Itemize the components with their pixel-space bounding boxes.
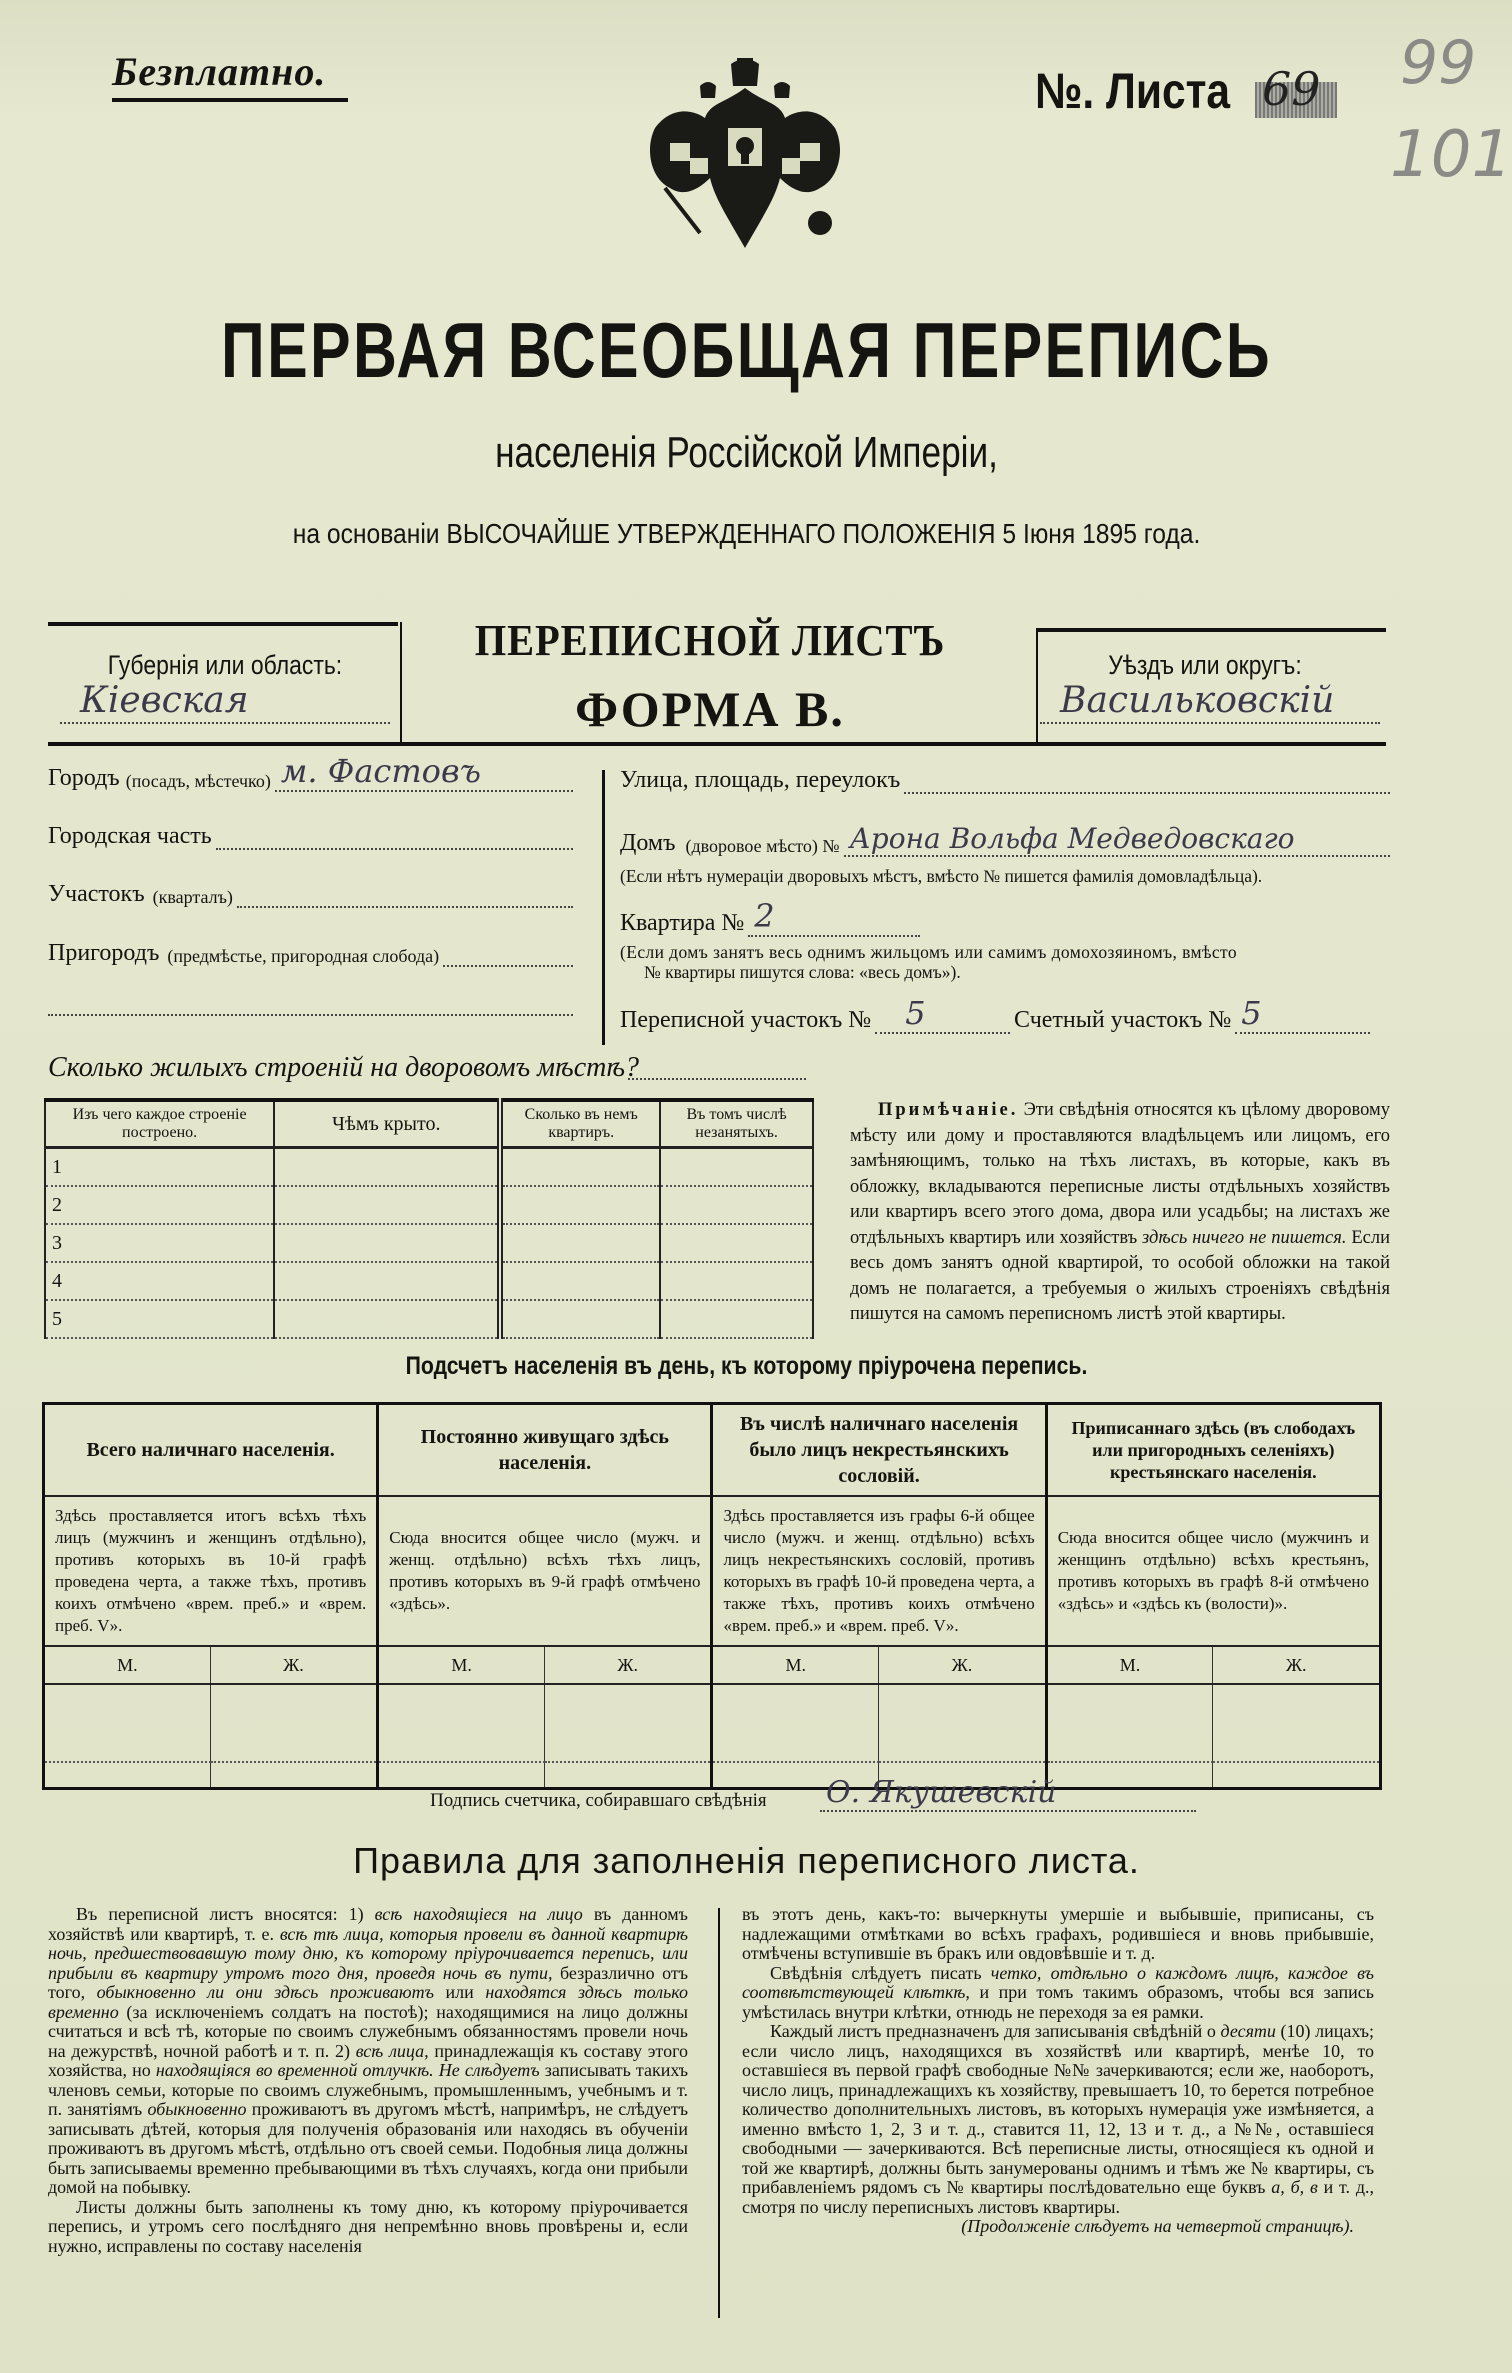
city-note: (посадъ, мѣстечко)	[125, 771, 271, 791]
total-present-female[interactable]	[210, 1684, 378, 1762]
city-field[interactable]	[48, 752, 573, 792]
gubernia-label: Губернія или область:	[107, 650, 343, 680]
row-number: 3	[45, 1224, 274, 1262]
count-desc-permanent: Сюда вносится общее число (мужч. и женщ. отдѣльно) всѣхъ тѣхъ лицъ, противъ которыхъ въ 9-й графѣ отмѣчено «здѣсь».	[378, 1496, 712, 1646]
enumerator-signature-value: О. Якушевскій	[826, 1775, 1057, 1810]
cell-apartments[interactable]	[500, 1262, 660, 1300]
form-title: ПЕРЕПИСНОЙ ЛИСТЪ	[474, 616, 946, 665]
rules-right-column	[742, 1905, 1374, 2237]
form-variant: ФОРМА В.	[575, 681, 845, 737]
gubernia-field[interactable]	[60, 680, 390, 724]
uezd-value: Васильковскій	[1060, 680, 1335, 721]
cell-roof[interactable]	[274, 1300, 500, 1338]
male-label: М.	[44, 1646, 211, 1684]
rules-paragraph-3: въ этотъ день, какъ-то: вычеркнуты умершіе и выбывшіе, приписаны, съ надлежащими отмѣтками во всѣхъ графахъ, родившіеся и вновь прибывшіе, отмѣчены вступившіе въ бракъ или овдовѣвшіе и т. д.	[742, 1904, 1374, 1963]
cell-roof[interactable]	[274, 1148, 500, 1187]
apartment-value: 2	[754, 897, 775, 935]
rules-paragraph-5: Каждый листъ предназначенъ для записыванія свѣдѣній о десяти (10) лицахъ; если число лицъ, находящихся въ хозяйствѣ или квартирѣ, менѣе 10, то оставшіеся въ первой графѣ свободные №№ зачеркиваются; если же, наоборотъ, число лицъ, принадлежащихъ къ хозяйству, превышаетъ 10, то берется потребное количество дополнительныхъ листовъ, въ которыхъ нумерація уже измѣняется, а именно вмѣсто 1, 2, 3 и т. д., ставится 11, 12, 13 и т. д., а №№, оставшіеся свободными — зачеркиваются. Всѣ переписные листы, относящіеся къ одной и той же квартирѣ, должны быть занумерованы однимъ и тѣмъ же № квартиры, съ прибавленіемъ рядомъ съ № квартиры послѣдовательно еще буквъ а, б, в и т. д., смотря по числу переписныхъ листовъ квартиры.	[742, 2021, 1375, 2217]
non-peasant-female[interactable]	[879, 1684, 1047, 1762]
cell-apartments[interactable]	[500, 1186, 660, 1224]
address-divider	[602, 770, 605, 1045]
table-row[interactable]	[45, 1186, 813, 1224]
buildings-note	[850, 1098, 1390, 1328]
city-part-label: Городская часть	[48, 823, 212, 849]
rules-paragraph-1: Въ переписной листъ вносятся: 1) всѣ находящіеся на лицо въ данномъ хозяйствѣ или квартирѣ, т. е. всѣ тѣ лица, которыя провели въ данной квартирѣ ночь, предшествовавшую тому дню, къ которому пріурочивается перепись, или прибыли въ квартиру утромъ того дня, проведя ночь въ пути, безразлично отъ того, обыкновенно ли они здѣсь проживаютъ или находятся здѣсь только временно (за исключеніемъ солдатъ на постоѣ); находящимися на лицо должны считаться и всѣ тѣ, которые по своимъ служебнымъ обязанностямъ провели ночь на дежурствѣ, ночной работѣ и т. п. 2) всѣ лица, принадлежащія къ составу этого хозяйства, но находящіяся во временной отлучкѣ. Не слѣдуетъ записывать такихъ членовъ семьи, которые по своимъ служебнымъ, промышленнымъ, учебнымъ и т. п. занятіямъ обыкновенно проживаютъ въ другомъ мѣстѣ, напримѣръ, не слѣдуетъ записывать дѣтей, которыя для полученія образованія или находясь въ обученіи проживаютъ въ другомъ мѣстѣ, отдѣльно отъ своей семьи. Подобныя лица должны быть записываемы временно пребывающими въ тѣхъ случаяхъ, когда они прибыли домой на побывку.	[48, 1904, 689, 2197]
buildings-table-header	[45, 1100, 813, 1148]
header-top-rule-right	[1036, 628, 1386, 632]
row-number: 2	[45, 1186, 274, 1224]
free-label-underline	[112, 98, 348, 102]
cell-roof[interactable]	[274, 1262, 500, 1300]
female-label: Ж.	[1213, 1646, 1381, 1684]
rules-title: Правила для заполненія переписного листа.	[353, 1840, 1140, 1881]
house-field[interactable]	[620, 822, 1390, 857]
count-district-field[interactable]	[1014, 994, 1370, 1034]
table-row[interactable]	[45, 1148, 813, 1187]
sheet-number-value: 69	[1262, 62, 1321, 116]
cell-roof[interactable]	[274, 1186, 500, 1224]
row-number: 4	[45, 1262, 274, 1300]
header-bottom-rule	[48, 742, 1386, 746]
enumerator-signature-field[interactable]	[816, 1775, 1196, 1812]
cell-vacant[interactable]	[660, 1224, 813, 1262]
peasant-female[interactable]	[1213, 1684, 1381, 1762]
count-desc-peasant: Сюда вносится общее число (мужчинъ и женщинъ отдѣльно) всѣхъ крестьянъ, противъ которыхъ въ графѣ 8-й отмѣчено «здѣсь» и «здѣсь къ (волости)».	[1046, 1496, 1380, 1646]
count-col-total-present: Всего наличнаго населенія.	[44, 1404, 378, 1497]
population-count-table	[42, 1402, 1382, 1790]
col-vacant: Въ томъ числѣ незанятыхъ.	[660, 1100, 813, 1148]
suburb-label: Пригородъ	[48, 940, 160, 966]
suburb-field[interactable]	[48, 935, 573, 967]
street-label: Улица, площадь, переулокъ	[620, 767, 901, 793]
male-label: М.	[712, 1646, 879, 1684]
city-value: м. Фастовъ	[280, 752, 481, 790]
male-label: М.	[378, 1646, 545, 1684]
apartment-hint-2: № квартиры пишутся слова: «весь домъ»).	[644, 962, 961, 982]
count-district-label: Счетный участокъ №	[1014, 1007, 1232, 1033]
uezd-label: Уѣздъ или округъ:	[1108, 650, 1302, 680]
census-district-field[interactable]	[620, 994, 1010, 1034]
house-hint: (Если нѣтъ нумераціи дворовыхъ мѣстъ, вмѣсто № пишется фамилія домовладѣльца).	[620, 866, 1263, 886]
count-value-row[interactable]	[44, 1684, 1381, 1762]
note-text-2: Если весь домъ занятъ одной квартирой, то особой обложки на такой домъ не полагается, а требуемыя о жилыхъ строеніяхъ свѣдѣнія пишутся на самомъ переписномъ листѣ этой квартиры.	[850, 1227, 1390, 1324]
apartment-field[interactable]	[620, 897, 920, 937]
cell-vacant[interactable]	[660, 1148, 813, 1187]
row-number: 1	[45, 1148, 274, 1187]
apartment-hint-1: (Если домъ занятъ весь однимъ жильцомъ или самимъ домохозяиномъ, вмѣсто	[620, 942, 1237, 962]
street-field[interactable]	[620, 762, 1390, 794]
rules-paragraph-4: Свѣдѣнія слѣдуетъ писать четко, отдѣльно о каждомъ лицѣ, каждое въ соотвѣтствующей клѣткѣ, и при томъ такимъ образомъ, чтобы вся запись умѣстилась внутри клѣтки, отнюдь не переходя за ея рамки.	[742, 1962, 1375, 2022]
rules-continued-note: (Продолженіе слѣдуетъ на четвертой страницѣ).	[961, 2216, 1354, 2236]
document-subtitle: населенія Россійской Имперіи,	[495, 428, 998, 477]
cell-apartments[interactable]	[500, 1300, 660, 1338]
table-row[interactable]	[45, 1224, 813, 1262]
rules-column-divider	[718, 1908, 720, 2318]
buildings-table	[44, 1098, 814, 1339]
non-peasant-male[interactable]	[712, 1684, 879, 1762]
free-of-charge-label: Безплатно.	[112, 49, 327, 94]
col-apartments: Сколько въ немъ квартиръ.	[500, 1100, 660, 1148]
cell-apartments[interactable]	[500, 1224, 660, 1262]
col-roof: Чѣмъ крыто.	[274, 1100, 500, 1148]
rules-left-column	[48, 1905, 688, 2256]
count-desc-total-present: Здѣсь проставляется итогъ всѣхъ тѣхъ лицъ (мужчинъ и женщинъ отдѣльно), противъ которыхъ въ 10-й графѣ проведена черта, а также тѣхъ, противъ коихъ отмѣчено «врем. преб.» и «врем. преб. V».	[44, 1496, 378, 1646]
count-desc-row	[44, 1496, 1381, 1646]
count-col-non-peasant: Въ числѣ наличнаго населенія было лицъ некрестьянскихъ сословій.	[712, 1404, 1046, 1497]
count-header-row	[44, 1404, 1381, 1497]
rules-paragraph-2: Листы должны быть заполнены къ тому дню, къ которому пріурочивается перепись, и утромъ сего послѣдняго дня непремѣнно вновь провѣрены и, если нужно, исправлены по составу населенія	[48, 2196, 688, 2256]
double-headed-eagle-icon	[630, 48, 860, 258]
header-top-rule-left	[48, 622, 398, 626]
cell-vacant[interactable]	[660, 1186, 813, 1224]
male-label: М.	[1046, 1646, 1213, 1684]
pencil-folio-number: 101	[1390, 118, 1512, 192]
header-divider-right	[1036, 628, 1038, 744]
district-field[interactable]	[48, 876, 573, 908]
suburb-extra-line[interactable]	[48, 1014, 573, 1016]
house-note: (дворовое мѣсто) №	[685, 836, 840, 856]
document-legal-basis: на основаніи ВЫСОЧАЙШЕ УТВЕРЖДЕННАГО ПОЛОЖЕНІЯ 5 Іюня 1895 года.	[292, 518, 1201, 549]
gubernia-value: Кіевская	[80, 680, 249, 721]
suburb-note: (предмѣстье, пригородная слобода)	[167, 946, 440, 966]
permanent-female[interactable]	[544, 1684, 712, 1762]
census-district-value: 5	[905, 994, 926, 1032]
cell-vacant[interactable]	[660, 1300, 813, 1338]
note-text-1: Эти свѣдѣнія относятся къ цѣлому дворовому мѣсту или дому и проставляются владѣльцемъ или лицомъ, его замѣняющимъ, только на тѣхъ листахъ, въ которые, какъ въ обложку, вкладываются переписные листы отдѣльныхъ хозяйствъ или квартиръ всего этого дома, двора или усадьбы; на листахъ же отдѣльныхъ квартиръ или хозяйствъ	[850, 1100, 1390, 1248]
note-text-italic: здѣсь ничего не пишется.	[1142, 1227, 1347, 1248]
permanent-male[interactable]	[378, 1684, 545, 1762]
city-part-field[interactable]	[48, 818, 573, 850]
pencil-folio-number-old: 99	[1400, 28, 1477, 98]
buildings-question: Сколько жилыхъ строеній на дворовомъ мѣстѣ?	[48, 1052, 640, 1083]
house-label: Домъ	[620, 830, 676, 856]
population-count-title: Подсчетъ населенія въ день, къ которому пріурочена перепись.	[405, 1352, 1088, 1380]
buildings-answer-field[interactable]	[628, 1078, 806, 1080]
district-note: (кварталъ)	[152, 887, 233, 907]
sheet-number-label: №. Листа	[1035, 63, 1231, 119]
enumerator-signature-label: Подпись счетчика, собиравшаго свѣдѣнія	[430, 1790, 767, 1811]
count-sex-row	[44, 1646, 1381, 1684]
female-label: Ж.	[210, 1646, 378, 1684]
cell-vacant[interactable]	[660, 1262, 813, 1300]
col-material: Изъ чего каждое строеніе построено.	[45, 1100, 274, 1148]
cell-apartments[interactable]	[500, 1148, 660, 1187]
census-district-label: Переписной участокъ №	[620, 1007, 872, 1033]
count-desc-non-peasant: Здѣсь проставляется изъ графы 6-й общее число (мужч. и женщ. отдѣльно) всѣхъ лицъ некрестьянскихъ сословій, противъ которыхъ въ графѣ 10-й проведена черта, а также тѣхъ, противъ коихъ отмѣчено «врем. преб.» и «врем. преб. V».	[712, 1496, 1046, 1646]
document-title: ПЕРВАЯ ВСЕОБЩАЯ ПЕРЕПИСЬ	[221, 306, 1272, 394]
total-present-male[interactable]	[44, 1684, 211, 1762]
city-label: Городъ	[48, 765, 120, 791]
count-district-value: 5	[1241, 994, 1262, 1032]
apartment-label: Квартира №	[620, 910, 745, 936]
peasant-male[interactable]	[1046, 1684, 1213, 1762]
note-lead: Примѣчаніе.	[878, 1100, 1019, 1120]
female-label: Ж.	[879, 1646, 1047, 1684]
female-label: Ж.	[544, 1646, 712, 1684]
district-label: Участокъ	[48, 881, 145, 907]
uezd-field[interactable]	[1040, 680, 1380, 724]
table-row[interactable]	[45, 1262, 813, 1300]
count-col-peasant: Приписаннаго здѣсь (въ слободахъ или пригородныхъ селеніяхъ) крестьянскаго населенія.	[1046, 1404, 1380, 1497]
cell-roof[interactable]	[274, 1224, 500, 1262]
house-value: Арона Вольфа Медведовскаго	[849, 822, 1295, 855]
row-number: 5	[45, 1300, 274, 1338]
count-col-permanent: Постоянно живущаго здѣсь населенія.	[378, 1404, 712, 1497]
table-row[interactable]	[45, 1300, 813, 1338]
